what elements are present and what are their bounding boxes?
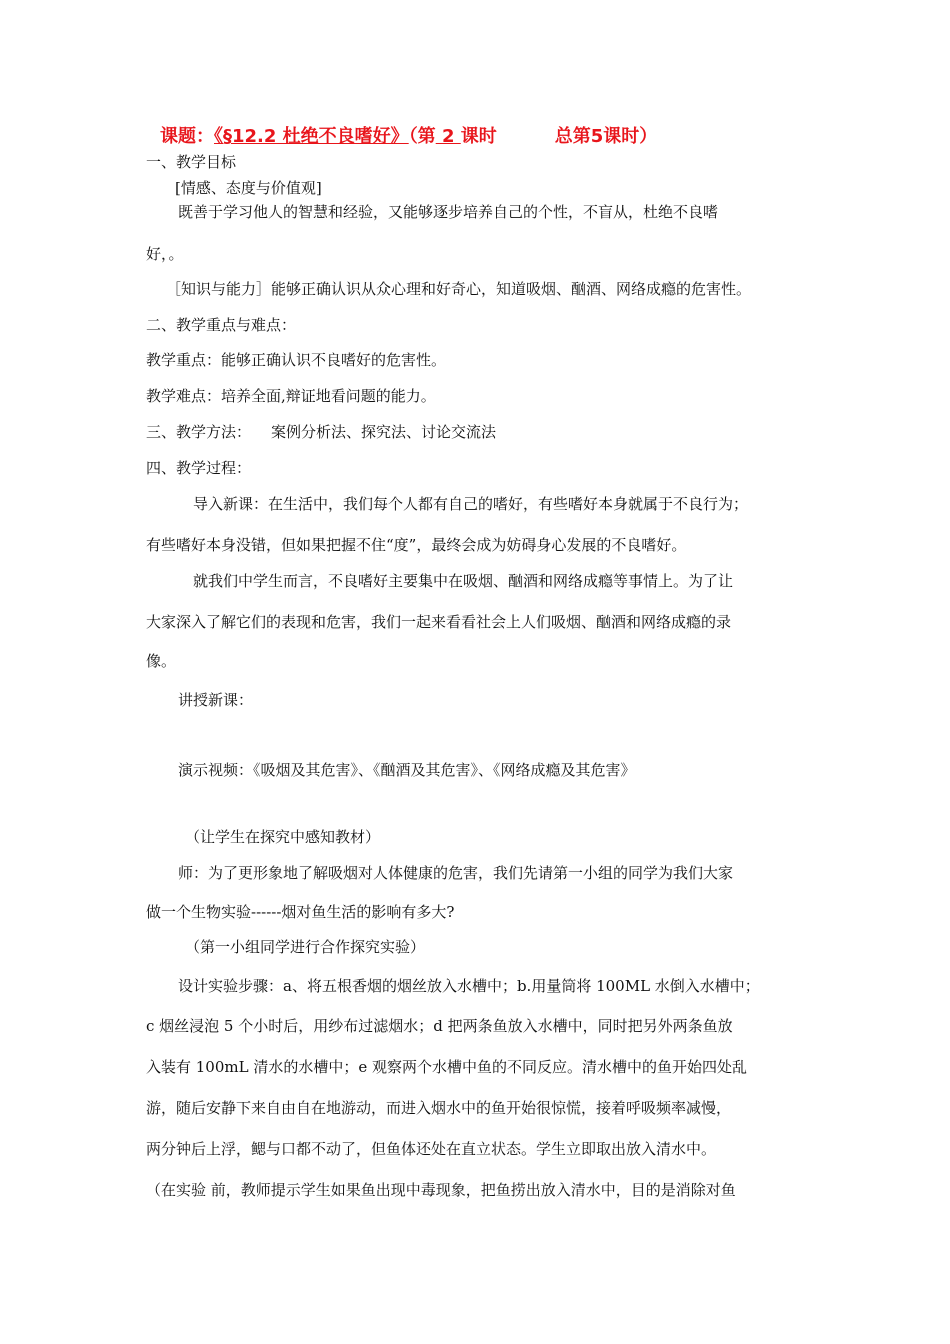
knowledge-text: ［知识与能力］能够正确认识从众心理和好奇心，知道吸烟、酗酒、网络成瘾的危害性。 (166, 280, 752, 298)
section-3-heading (146, 422, 496, 442)
emotion-text-line-2: 好，。 (146, 245, 184, 263)
paragraph-2-line-3: 像。 (146, 652, 177, 670)
steps-line-2: c 烟丝浸泡 5 个小时后，用纱布过滤烟水；d 把两条鱼放入水槽中，同时把另外两条鱼放 (146, 1017, 733, 1035)
steps-line-6: （在实验 前，教师提示学生如果鱼出现中毒现象，把鱼捞出放入清水中，目的是消除对鱼 (146, 1181, 736, 1199)
group-note: （第一小组同学进行合作探究实验） (185, 938, 426, 956)
explore-note: （让学生在探究中感知教材） (185, 828, 381, 846)
title-total-lessons: 总第5课时） (554, 126, 658, 147)
steps-line-3: 入装有 100mL 清水的水槽中；e 观察两个水槽中鱼的不同反应。清水槽中的鱼开始四处乱 (146, 1058, 747, 1076)
title-name: 《§12.2 杜绝不良嗜好》 (214, 126, 409, 147)
section-2-heading: 二、教学重点与难点： (146, 316, 297, 334)
section-4-heading: 四、教学过程： (146, 459, 252, 477)
paragraph-2-line-2: 大家深入了解它们的表现和危害，我们一起来看看社会上人们吸烟、酗酒和网络成瘾的录 (146, 613, 732, 631)
difficult-point: 教学难点：培养全面,辩证地看问题的能力。 (146, 387, 436, 405)
title-lesson-suffix: 课时 (460, 126, 497, 147)
video-list: 演示视频：《吸烟及其危害》、《酗酒及其危害》、《网络成瘾及其危害》 (178, 761, 636, 779)
steps-line-1: 设计实验步骤：a、将五根香烟的烟丝放入水槽中；b.用量筒将 100ML 水倒入水槽中； (178, 977, 760, 995)
lesson-title (160, 125, 657, 149)
teacher-line-2: 做一个生物实验------烟对鱼生活的影响有多大? (146, 903, 455, 921)
teaching-methods: 案例分析法、探究法、讨论交流法 (271, 423, 497, 441)
new-lesson-label: 讲授新课： (178, 691, 254, 709)
steps-line-4: 游，随后安静下来自由自在地游动，而进入烟水中的鱼开始很惊慌，接着呼吸频率减慢， (146, 1099, 732, 1117)
intro-line-1: 导入新课：在生活中，我们每个人都有自己的嗜好，有些嗜好本身就属于不良行为； (193, 495, 749, 513)
steps-line-5: 两分钟后上浮，鳃与口都不动了，但鱼体还处在直立状态。学生立即取出放入清水中。 (146, 1140, 717, 1158)
teacher-line-1: 师：为了更形象地了解吸烟对人体健康的危害，我们先请第一小组的同学为我们大家 (178, 864, 734, 882)
emotion-label: [情感、态度与价值观] (175, 179, 322, 197)
paragraph-2-line-1: 就我们中学生而言，不良嗜好主要集中在吸烟、酗酒和网络成瘾等事情上。为了让 (193, 572, 734, 590)
title-lesson-prefix: （第 (408, 126, 436, 147)
intro-line-2: 有些嗜好本身没错，但如果把握不住“度”，最终会成为妨碍身心发展的不良嗜好。 (146, 536, 687, 554)
section-3-label: 三、教学方法： (146, 423, 252, 441)
emotion-text-line-1: 既善于学习他人的智慧和经验，又能够逐步培养自己的个性，不盲从，杜绝不良嗜 (178, 203, 719, 221)
section-1-heading: 一、教学目标 (146, 153, 237, 171)
key-point: 教学重点：能够正确认识不良嗜好的危害性。 (146, 351, 447, 369)
title-lesson-number: 2 (435, 126, 461, 147)
title-label: 课题： (160, 126, 214, 147)
